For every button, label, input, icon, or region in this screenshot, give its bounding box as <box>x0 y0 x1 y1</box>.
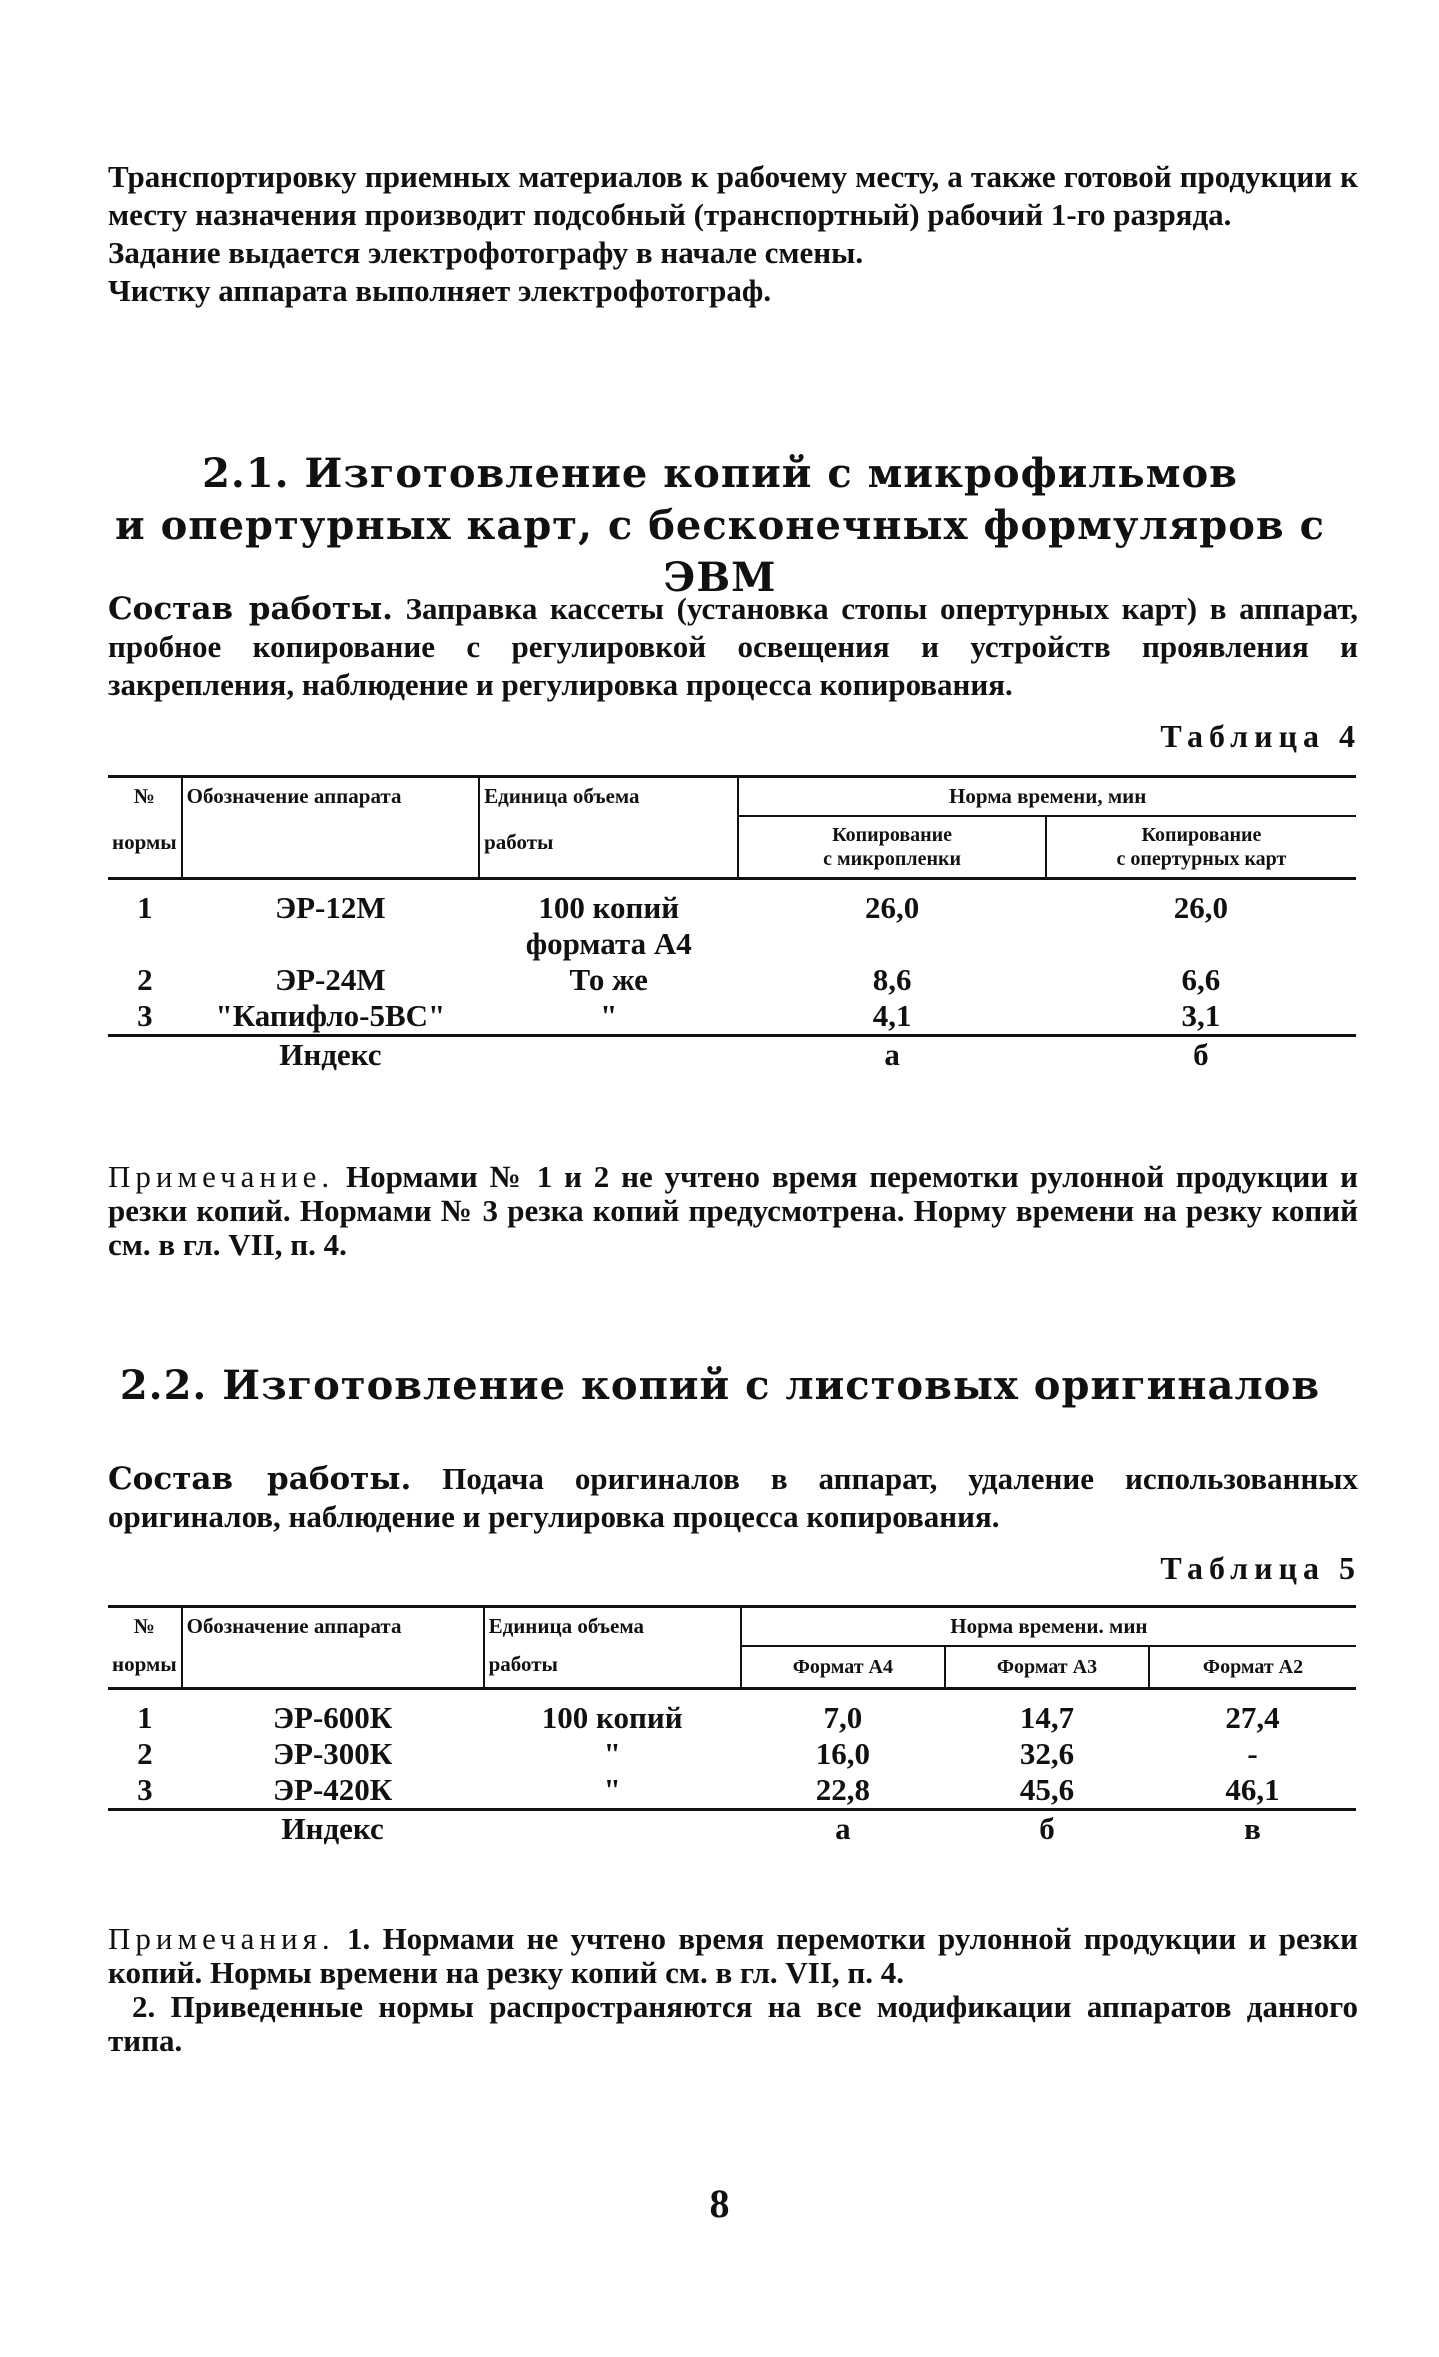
table-row <box>108 1772 1356 1810</box>
table-4-header-aperture-line2: с опертурных карт <box>1116 848 1287 870</box>
table-5-row-2-a3: 32,6 <box>1019 1736 1075 1771</box>
table-5-row-3-no: 3 <box>137 1772 153 1807</box>
table-4-row-1-unit-line2: формата А4 <box>525 926 692 961</box>
table-5-row-2-apparatus: ЭР-300К <box>272 1736 393 1771</box>
table-4 <box>108 775 1356 1073</box>
table-4-row-3-no: 3 <box>137 998 153 1033</box>
table-4-note <box>108 1160 1358 1262</box>
table-row <box>108 1736 1356 1772</box>
table-4-row-3-apparatus: "Капифло-5ВС" <box>215 998 446 1033</box>
table-4-header-microfilm <box>738 816 1045 879</box>
table-5-header-no: № <box>133 1614 155 1638</box>
table-5-note-2: 2. Приведенные нормы распространяются на все модификации аппаратов данного типа. <box>108 1989 1358 2058</box>
table-4-header-norm: Норма времени, мин <box>738 777 1356 817</box>
table-4-row-1-apparatus: ЭР-12М <box>182 879 479 963</box>
table-5-row-3-unit: " <box>603 1772 621 1807</box>
table-4-row-1-no: 1 <box>108 879 182 963</box>
table-4-note-text: Нормами № 1 и 2 не учтено время перемотки рулонной продукции и резки копий. Нормами № 3 резка копий предусмотрена. Норму времени на резку копий см. в гл. VII, п. 4. <box>108 1159 1358 1262</box>
table-4-row-3-unit: " <box>600 998 618 1033</box>
table-5-row-2-a2: - <box>1247 1736 1258 1771</box>
table-5-row-3-a2: 46,1 <box>1225 1772 1280 1807</box>
table-4-row-2-microfilm: 8,6 <box>872 962 912 997</box>
table-5-row-1-a4: 7,0 <box>741 1689 945 1737</box>
table-5-header-a2: Формат А2 <box>1149 1646 1356 1689</box>
intro-paragraph-2: Задание выдается электрофотографу в начале смены. <box>108 235 864 270</box>
table-5-header-a3: Формат А3 <box>945 1646 1149 1689</box>
table-5-index-c: в <box>1149 1810 1356 1848</box>
table-row <box>108 1689 1356 1737</box>
table-5-caption: Таблица 5 <box>1160 1550 1361 1586</box>
page-number: 8 <box>709 2181 730 2226</box>
table-4-header-no: № <box>133 784 155 808</box>
table-5-header-norm: Норма времени. мин <box>741 1607 1356 1647</box>
intro-text <box>108 158 1358 310</box>
table-5 <box>108 1605 1356 1847</box>
table-4-row-1-unit-line1: 100 копий <box>538 890 680 925</box>
table-4-header-aperture-line1: Копирование <box>1141 824 1262 846</box>
table-4-caption: Таблица 4 <box>1160 718 1361 754</box>
intro-paragraph-1: Транспортировку приемных материалов к рабочему месту, а также готовой продукции к месту назначения производит подсобный (транспортный) рабочий 1-го разряда. <box>108 159 1358 232</box>
table-5-row-1-apparatus: ЭР-600К <box>182 1689 484 1737</box>
table-5-header-no-line2: нормы <box>112 1652 177 1676</box>
section-1-title-line-2: и опертурных карт, с бесконечных формуляров с ЭВМ <box>115 502 1325 601</box>
table-5-row-2-no: 2 <box>137 1736 153 1771</box>
table-4-row-1-microfilm: 26,0 <box>738 879 1045 963</box>
table-5-header-a4: Формат А4 <box>741 1646 945 1689</box>
section-1-title-line-1: 2.1. Изготовление копий с микрофильмов <box>202 450 1238 497</box>
table-4-row-2-unit: То же <box>569 962 648 997</box>
table-row <box>108 879 1356 963</box>
table-4-header-apparatus: Обозначение аппарата <box>182 777 479 879</box>
section-2-work-text: Подача оригиналов в аппарат, удаление использованных оригиналов, наблюдение и регулировка процесса копирования. <box>108 1461 1359 1534</box>
table-5-header-apparatus: Обозначение аппарата <box>182 1607 484 1689</box>
table-5-index-label: Индекс <box>182 1810 484 1848</box>
table-4-header-aperture-cards <box>1046 816 1356 879</box>
table-4-header-unit: Единица объема <box>479 777 738 817</box>
table-4-row-1-unit <box>479 879 738 963</box>
table-4-row-2-aperture: 6,6 <box>1181 962 1221 997</box>
table-5-row-1-a3: 14,7 <box>945 1689 1149 1737</box>
table-4-header-no-line2: нормы <box>112 830 177 854</box>
table-4-row-1-aperture: 26,0 <box>1046 879 1356 963</box>
table-4-row-3-aperture: 3,1 <box>1181 998 1221 1033</box>
table-4-row-2-apparatus: ЭР-24М <box>275 962 386 997</box>
table-4-index-label: Индекс <box>182 1036 479 1074</box>
table-4-row-2-no: 2 <box>137 962 153 997</box>
table-5-index-a: а <box>741 1810 945 1848</box>
table-5-header-unit: Единица объема <box>484 1607 741 1647</box>
table-5-notes <box>108 1922 1358 2058</box>
section-2-title: 2.2. Изготовление копий с листовых оригиналов <box>119 1362 1321 1409</box>
table-5-index-row <box>108 1810 1356 1848</box>
table-5-row-1-a2: 27,4 <box>1149 1689 1356 1737</box>
table-4-row-3-microfilm: 4,1 <box>872 998 912 1033</box>
section-1-work-text: Заправка кассеты (установка стопы опертурных карт) в аппарат, пробное копирование с регулировкой освещения и устройств проявления и закрепления, наблюдение и регулировка процесса копирования. <box>108 591 1359 702</box>
table-4-index-a: а <box>738 1036 1045 1074</box>
table-4-header-microfilm-line2: с микропленки <box>823 848 962 870</box>
table-5-index-b: б <box>945 1810 1149 1848</box>
section-1-work-description <box>108 590 1358 704</box>
table-4-index-row <box>108 1036 1356 1074</box>
section-1-title <box>60 448 1380 604</box>
section-2-work-description <box>108 1460 1358 1536</box>
table-5-note-label: Примечания. <box>108 1921 335 1956</box>
table-5-row-3-a3: 45,6 <box>1019 1772 1075 1807</box>
table-4-header-unit-line2: работы <box>479 816 738 879</box>
table-5-row-1-unit: 100 копий <box>484 1689 741 1737</box>
table-4-index-b: б <box>1046 1036 1356 1074</box>
table-5-row-2-unit: " <box>603 1736 621 1771</box>
table-row <box>108 998 1356 1036</box>
table-5-row-3-apparatus: ЭР-420К <box>272 1772 393 1807</box>
intro-paragraph-3: Чистку аппарата выполняет электрофотограф. <box>108 273 772 308</box>
section-2-work-label: Состав работы. <box>108 1461 412 1497</box>
table-5-row-1-no: 1 <box>108 1689 182 1737</box>
table-5-header-unit-line2: работы <box>484 1646 741 1689</box>
table-5-row-2-a4: 16,0 <box>815 1736 870 1771</box>
table-5-row-3-a4: 22,8 <box>815 1772 870 1807</box>
table-row <box>108 962 1356 998</box>
table-5-note-1: 1. Нормами не учтено время перемотки рулонной продукции и резки копий. Нормы времени на резку копий см. в гл. VII, п. 4. <box>108 1921 1358 1990</box>
table-4-header-microfilm-line1: Копирование <box>832 824 953 846</box>
section-1-work-label: Состав работы. <box>108 591 393 627</box>
table-4-note-label: Примечание. <box>108 1159 335 1194</box>
